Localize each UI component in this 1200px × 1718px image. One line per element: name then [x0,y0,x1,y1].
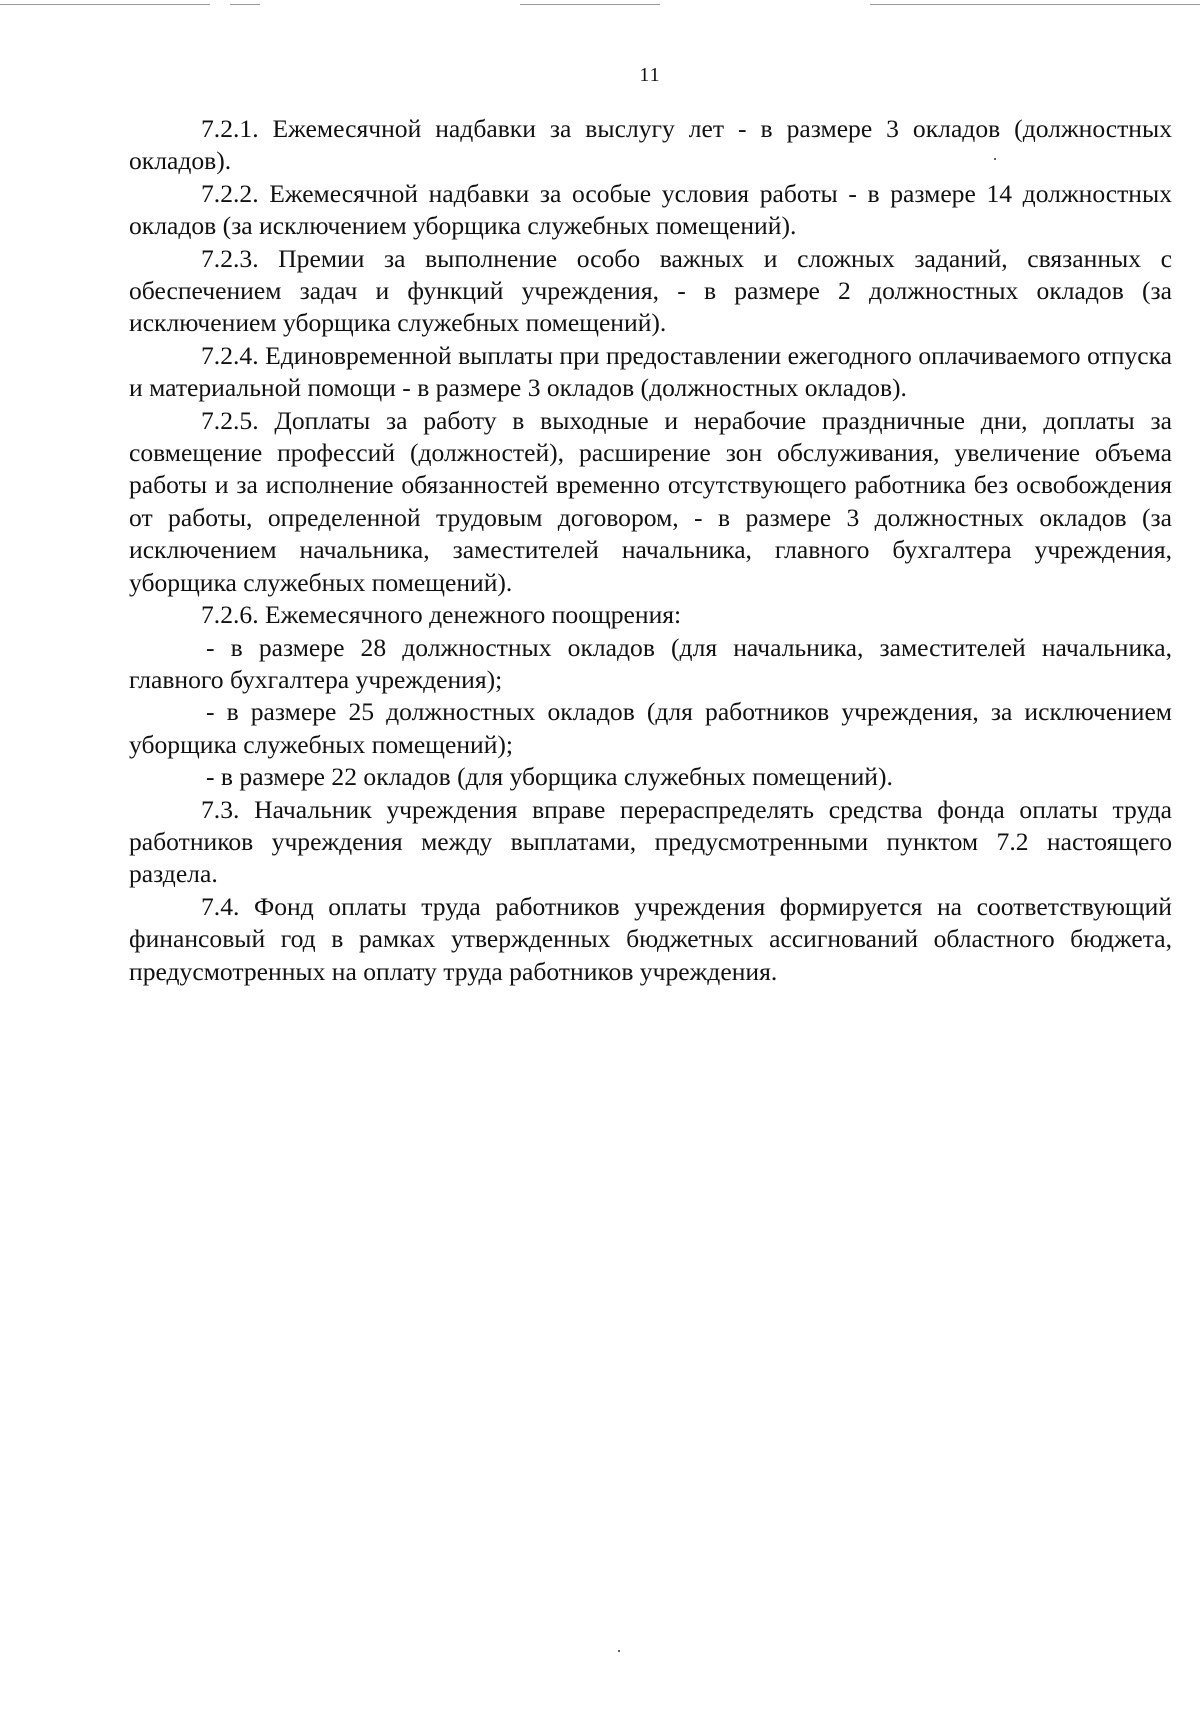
list-item: - в размере 25 должностных окладов (для работников учреждения, за исключением уборщика служебных помещений); [129,697,1172,759]
paragraph-7-2-2: 7.2.2. Ежемесячной надбавки за особые условия работы - в размере 14 должностных окладов (за исключением уборщика служебных помещений). [129,178,1172,241]
paragraph-7-4: 7.4. Фонд оплаты труда работников учреждения формируется на соответствующий финансовый год в рамках утвержденных бюджетных ассигнований областного бюджета, предусмотренных на оплату труда работников учреждения. [129,891,1172,986]
paragraph-7-3: 7.3. Начальник учреждения вправе перераспределять средства фонда оплаты труда работников учреждения между выплатами, предусмотренными пунктом 7.2 настоящего раздела. [129,794,1172,889]
paragraph-7-2-6: 7.2.6. Ежемесячного денежного поощрения: [201,600,682,630]
list-item: - в размере 22 окладов (для уборщика служебных помещений). [206,762,893,792]
scan-speck [618,1650,620,1652]
list-item: - в размере 28 должностных окладов (для начальника, заместителей начальника, главного бухгалтера учреждения); [129,632,1172,694]
top-scan-edge [0,4,1200,6]
paragraph-7-2-3: 7.2.3. Премии за выполнение особо важных и сложных заданий, связанных с обеспечением задач и функций учреждения, - в размере 2 должностных окладов (за исключением уборщика служебных помещений). [129,243,1172,338]
scan-speck [994,158,996,160]
document-body [129,113,1172,988]
paragraph-7-2-5: 7.2.5. Доплаты за работу в выходные и нерабочие праздничные дни, доплаты за совмещение профессий (должностей), расширение зон обслуживания, увеличение объема работы и за исполнение обязанностей временно отсутствующего работника без освобождения от работы, определенной трудовым договором, - в размере 3 должностных окладов (за исключением начальника, заместителей начальника, главного бухгалтера учреждения, уборщика служебных помещений). [129,405,1172,597]
paragraph-7-2-1: 7.2.1. Ежемесячной надбавки за выслугу лет - в размере 3 окладов (должностных окладов). [129,114,1172,176]
page-number: 11 [639,64,661,86]
paragraph-7-2-4: 7.2.4. Единовременной выплаты при предоставлении ежегодного оплачиваемого отпуска и материальной помощи - в размере 3 окладов (должностных окладов). [129,340,1172,403]
